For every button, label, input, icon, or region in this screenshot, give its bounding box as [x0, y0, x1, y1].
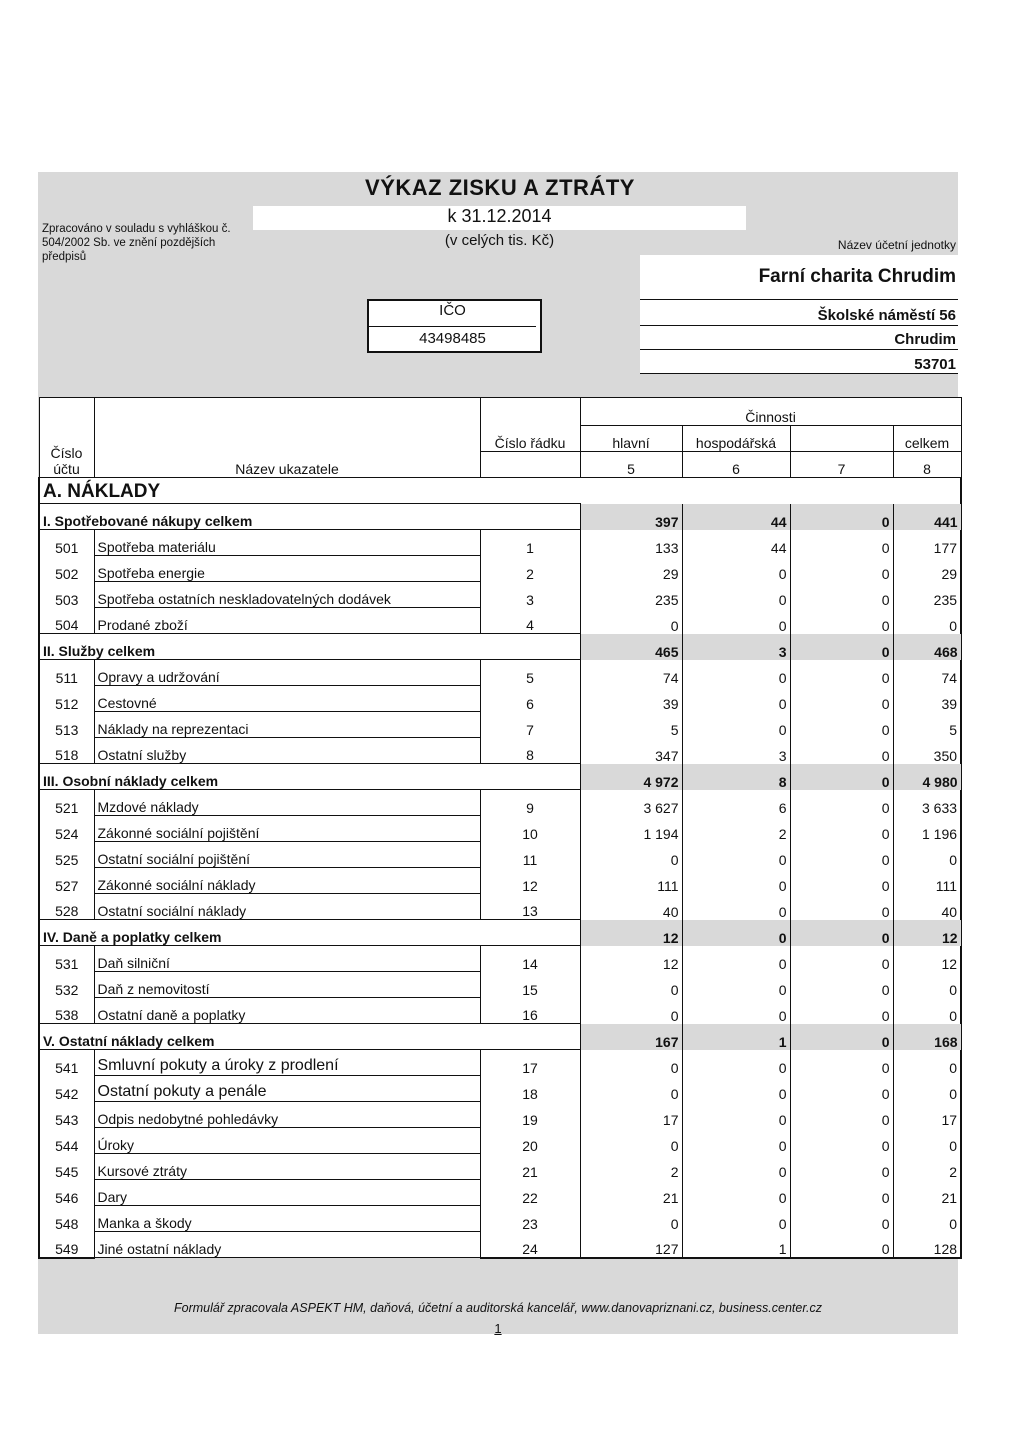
- row-number: 13: [480, 894, 580, 920]
- group-total-value: 465: [580, 634, 682, 660]
- indicator-name: Prodané zboží: [94, 608, 480, 634]
- group-total-value: 12: [580, 920, 682, 946]
- table-row: [39, 1232, 961, 1258]
- header-col-economic: hospodářská: [682, 426, 790, 452]
- cell-value: 2: [893, 1154, 961, 1180]
- account-number: 524: [39, 816, 94, 842]
- header-num-7: 7: [790, 452, 893, 478]
- group-total-value: 3: [682, 634, 790, 660]
- page-number: 1: [494, 1321, 502, 1336]
- row-number: 9: [480, 790, 580, 816]
- row-number: 16: [480, 998, 580, 1024]
- table-row: [39, 1050, 961, 1076]
- cell-value: 3: [682, 738, 790, 764]
- cell-value: 29: [580, 556, 682, 582]
- row-number: 10: [480, 816, 580, 842]
- group-blank-cell: [480, 1024, 580, 1050]
- row-number: 12: [480, 868, 580, 894]
- cell-value: 5: [893, 712, 961, 738]
- row-number: 18: [480, 1076, 580, 1102]
- section-title: A. NÁKLADY: [39, 478, 961, 504]
- cell-value: 0: [682, 1128, 790, 1154]
- cell-value: 0: [682, 686, 790, 712]
- cell-value: 0: [893, 842, 961, 868]
- account-number: 511: [39, 660, 94, 686]
- table-row: [39, 972, 961, 998]
- account-number: 549: [39, 1232, 94, 1258]
- cell-value: 0: [682, 582, 790, 608]
- cell-value: 350: [893, 738, 961, 764]
- table-row: [39, 556, 961, 582]
- cell-value: 2: [682, 816, 790, 842]
- row-number: 24: [480, 1232, 580, 1258]
- cell-value: 0: [893, 1050, 961, 1076]
- row-number: 22: [480, 1180, 580, 1206]
- cell-value: 0: [790, 1180, 893, 1206]
- cell-value: 0: [580, 972, 682, 998]
- cell-value: 0: [790, 868, 893, 894]
- account-number: 501: [39, 530, 94, 556]
- group-total-row: [39, 504, 961, 530]
- entity-divider: [640, 325, 958, 326]
- indicator-name: Spotřeba energie: [94, 556, 480, 582]
- report-title: VÝKAZ ZISKU A ZTRÁTY: [365, 175, 635, 200]
- entity-divider: [640, 299, 958, 300]
- cell-value: 0: [790, 1206, 893, 1232]
- header-blank: [480, 452, 580, 478]
- account-number: 532: [39, 972, 94, 998]
- row-number: 3: [480, 582, 580, 608]
- header-col-total: celkem: [893, 426, 961, 452]
- indicator-name: Ostatní pokuty a penále: [94, 1076, 480, 1102]
- cell-value: 74: [893, 660, 961, 686]
- report-units: (v celých tis. Kč): [444, 232, 555, 249]
- indicator-name: Ostatní služby: [94, 738, 480, 764]
- cell-value: 0: [682, 1076, 790, 1102]
- cell-value: 44: [682, 530, 790, 556]
- row-number: 19: [480, 1102, 580, 1128]
- indicator-name: Úroky: [94, 1128, 480, 1154]
- cell-value: 0: [790, 1154, 893, 1180]
- group-total-value: 397: [580, 504, 682, 530]
- cell-value: 0: [790, 842, 893, 868]
- cell-value: 0: [790, 998, 893, 1024]
- cell-value: 17: [580, 1102, 682, 1128]
- cell-value: 0: [790, 712, 893, 738]
- cell-value: 0: [682, 608, 790, 634]
- group-total-value: 168: [893, 1024, 961, 1050]
- group-total-value: 0: [790, 504, 893, 530]
- entity-address: Školské náměstí 56: [817, 307, 956, 324]
- report-date: k 31.12.2014: [447, 206, 552, 226]
- indicator-name: Dary: [94, 1180, 480, 1206]
- table-row: [39, 530, 961, 556]
- entity-city: Chrudim: [894, 331, 956, 348]
- header-account: Číslo účtu: [39, 398, 94, 478]
- account-number: 543: [39, 1102, 94, 1128]
- footer-note: Formulář zpracovala ASPEKT HM, daňová, účetní a auditorská kancelář, www.danovapriznani.cz, business.center.cz: [174, 1301, 822, 1315]
- row-number: 7: [480, 712, 580, 738]
- cell-value: 0: [580, 842, 682, 868]
- cell-value: 1 196: [893, 816, 961, 842]
- cell-value: 0: [682, 660, 790, 686]
- cell-value: 0: [682, 972, 790, 998]
- group-total-value: 167: [580, 1024, 682, 1050]
- cell-value: 3 633: [893, 790, 961, 816]
- account-number: 521: [39, 790, 94, 816]
- table-row: [39, 608, 961, 634]
- cell-value: 0: [790, 608, 893, 634]
- cell-value: 0: [790, 556, 893, 582]
- cell-value: 0: [790, 738, 893, 764]
- group-total-value: 4 980: [893, 764, 961, 790]
- row-number: 14: [480, 946, 580, 972]
- cell-value: 0: [682, 868, 790, 894]
- group-total-value: 0: [790, 920, 893, 946]
- cell-value: 0: [893, 998, 961, 1024]
- group-total-value: 4 972: [580, 764, 682, 790]
- cell-value: 0: [682, 946, 790, 972]
- group-title: IV. Daně a poplatky celkem: [39, 920, 480, 946]
- entity-name: Farní charita Chrudim: [758, 266, 956, 287]
- indicator-name: Kursové ztráty: [94, 1154, 480, 1180]
- cell-value: 0: [893, 608, 961, 634]
- group-total-row: [39, 634, 961, 660]
- cell-value: 0: [790, 816, 893, 842]
- indicator-name: Spotřeba materiálu: [94, 530, 480, 556]
- row-number: 2: [480, 556, 580, 582]
- cell-value: 0: [682, 1154, 790, 1180]
- cell-value: 0: [580, 1050, 682, 1076]
- account-number: 504: [39, 608, 94, 634]
- entity-divider: [640, 349, 958, 350]
- indicator-name: Smluvní pokuty a úroky z prodlení: [94, 1050, 480, 1076]
- indicator-name: Daň z nemovitostí: [94, 972, 480, 998]
- indicator-name: Spotřeba ostatních neskladovatelných dodávek: [94, 582, 480, 608]
- cell-value: 0: [790, 1076, 893, 1102]
- cell-value: 3 627: [580, 790, 682, 816]
- account-number: 544: [39, 1128, 94, 1154]
- header-num-5: 5: [580, 452, 682, 478]
- cell-value: 5: [580, 712, 682, 738]
- cell-value: 177: [893, 530, 961, 556]
- cell-value: 0: [790, 946, 893, 972]
- account-number: 542: [39, 1076, 94, 1102]
- indicator-name: Ostatní sociální pojištění: [94, 842, 480, 868]
- account-number: 502: [39, 556, 94, 582]
- row-number: 6: [480, 686, 580, 712]
- cell-value: 0: [893, 1206, 961, 1232]
- indicator-name: Zákonné sociální pojištění: [94, 816, 480, 842]
- row-number: 23: [480, 1206, 580, 1232]
- header-indicator: Název ukazatele: [94, 398, 480, 478]
- cell-value: 111: [893, 868, 961, 894]
- group-blank-cell: [480, 634, 580, 660]
- group-title: III. Osobní náklady celkem: [39, 764, 480, 790]
- table-row: [39, 894, 961, 920]
- row-number: 17: [480, 1050, 580, 1076]
- cell-value: 21: [893, 1180, 961, 1206]
- table-row: [39, 1076, 961, 1102]
- group-title: II. Služby celkem: [39, 634, 480, 660]
- cell-value: 0: [790, 686, 893, 712]
- cell-value: 235: [893, 582, 961, 608]
- cell-value: 0: [682, 1180, 790, 1206]
- row-number: 20: [480, 1128, 580, 1154]
- row-number: 8: [480, 738, 580, 764]
- cell-value: 1: [682, 1232, 790, 1258]
- table-row: [39, 712, 961, 738]
- account-number: 525: [39, 842, 94, 868]
- row-number: 11: [480, 842, 580, 868]
- group-total-row: [39, 920, 961, 946]
- cell-value: 1 194: [580, 816, 682, 842]
- group-blank-cell: [480, 920, 580, 946]
- cell-value: 39: [893, 686, 961, 712]
- account-number: 518: [39, 738, 94, 764]
- cell-value: 0: [790, 582, 893, 608]
- table-row: [39, 1102, 961, 1128]
- row-number: 1: [480, 530, 580, 556]
- group-total-value: 468: [893, 634, 961, 660]
- table-row: [39, 1206, 961, 1232]
- table-row: [39, 660, 961, 686]
- account-number: 528: [39, 894, 94, 920]
- cell-value: 12: [580, 946, 682, 972]
- table-row: [39, 946, 961, 972]
- cell-value: 0: [682, 894, 790, 920]
- indicator-name: Manka a škody: [94, 1206, 480, 1232]
- table-row: [39, 842, 961, 868]
- account-number: 531: [39, 946, 94, 972]
- indicator-name: Jiné ostatní náklady: [94, 1232, 480, 1258]
- indicator-name: Opravy a udržování: [94, 660, 480, 686]
- header-num-6: 6: [682, 452, 790, 478]
- cell-value: 0: [893, 1076, 961, 1102]
- group-blank-cell: [480, 504, 580, 530]
- cell-value: 347: [580, 738, 682, 764]
- account-number: 541: [39, 1050, 94, 1076]
- indicator-name: Cestovné: [94, 686, 480, 712]
- cell-value: 0: [790, 790, 893, 816]
- cell-value: 0: [790, 1102, 893, 1128]
- cell-value: 0: [580, 608, 682, 634]
- row-number: 15: [480, 972, 580, 998]
- group-total-value: 1: [682, 1024, 790, 1050]
- cell-value: 2: [580, 1154, 682, 1180]
- row-number: 4: [480, 608, 580, 634]
- header-row-number: Číslo řádku: [480, 398, 580, 452]
- header-col-main: hlavní: [580, 426, 682, 452]
- cell-value: 0: [682, 1050, 790, 1076]
- cell-value: 0: [682, 1206, 790, 1232]
- cell-value: 0: [790, 894, 893, 920]
- account-number: 513: [39, 712, 94, 738]
- ico-label: IČO: [439, 302, 466, 319]
- account-number: 548: [39, 1206, 94, 1232]
- profit-loss-table: [38, 397, 962, 1259]
- account-number: 503: [39, 582, 94, 608]
- cell-value: 0: [790, 530, 893, 556]
- entity-label: Název účetní jednotky: [837, 238, 956, 252]
- account-number: 512: [39, 686, 94, 712]
- table-row: [39, 1128, 961, 1154]
- cell-value: 0: [790, 1232, 893, 1258]
- cell-value: 0: [790, 1050, 893, 1076]
- cell-value: 12: [893, 946, 961, 972]
- ico-value: 43498485: [369, 326, 536, 347]
- cell-value: 128: [893, 1232, 961, 1258]
- cell-value: 0: [682, 1102, 790, 1128]
- cell-value: 0: [580, 1076, 682, 1102]
- table-row: [39, 738, 961, 764]
- cell-value: 39: [580, 686, 682, 712]
- table-row: [39, 1180, 961, 1206]
- entity-zip: 53701: [914, 356, 956, 373]
- cell-value: 0: [790, 972, 893, 998]
- indicator-name: Ostatní daně a poplatky: [94, 998, 480, 1024]
- table-row: [39, 998, 961, 1024]
- legal-note: Zpracováno v souladu s vyhláškou č. 504/2002 Sb. ve znění pozdějších předpisů: [42, 223, 231, 263]
- header-num-8: 8: [893, 452, 961, 478]
- cell-value: 127: [580, 1232, 682, 1258]
- cell-value: 21: [580, 1180, 682, 1206]
- cell-value: 235: [580, 582, 682, 608]
- cell-value: 29: [893, 556, 961, 582]
- group-total-row: [39, 1024, 961, 1050]
- table-row: [39, 816, 961, 842]
- group-total-row: [39, 764, 961, 790]
- group-total-value: 12: [893, 920, 961, 946]
- account-number: 527: [39, 868, 94, 894]
- group-title: I. Spotřebované nákupy celkem: [39, 504, 480, 530]
- cell-value: 6: [682, 790, 790, 816]
- group-total-value: 8: [682, 764, 790, 790]
- cell-value: 0: [580, 1128, 682, 1154]
- entity-divider: [640, 373, 958, 374]
- cell-value: 0: [580, 998, 682, 1024]
- row-number: 21: [480, 1154, 580, 1180]
- group-title: V. Ostatní náklady celkem: [39, 1024, 480, 1050]
- cell-value: 40: [580, 894, 682, 920]
- group-total-value: 0: [790, 1024, 893, 1050]
- cell-value: 0: [790, 660, 893, 686]
- indicator-name: Daň silniční: [94, 946, 480, 972]
- cell-value: 111: [580, 868, 682, 894]
- group-total-value: 0: [682, 920, 790, 946]
- group-blank-cell: [480, 764, 580, 790]
- group-total-value: 0: [790, 634, 893, 660]
- cell-value: 40: [893, 894, 961, 920]
- row-number: 5: [480, 660, 580, 686]
- account-number: 546: [39, 1180, 94, 1206]
- cell-value: 74: [580, 660, 682, 686]
- indicator-name: Zákonné sociální náklady: [94, 868, 480, 894]
- table-row: [39, 790, 961, 816]
- cell-value: 0: [682, 556, 790, 582]
- group-total-value: 0: [790, 764, 893, 790]
- cell-value: 133: [580, 530, 682, 556]
- cell-value: 0: [893, 972, 961, 998]
- indicator-name: Mzdové náklady: [94, 790, 480, 816]
- table-row: [39, 868, 961, 894]
- header-col-7: [790, 426, 893, 452]
- cell-value: 0: [682, 842, 790, 868]
- cell-value: 0: [682, 998, 790, 1024]
- cell-value: 0: [893, 1128, 961, 1154]
- group-total-value: 44: [682, 504, 790, 530]
- account-number: 545: [39, 1154, 94, 1180]
- group-total-value: 441: [893, 504, 961, 530]
- table-row: [39, 582, 961, 608]
- cell-value: 0: [682, 712, 790, 738]
- table-row: [39, 1154, 961, 1180]
- cell-value: 0: [790, 1128, 893, 1154]
- header-activities: Činnosti: [580, 398, 961, 426]
- cell-value: 0: [580, 1206, 682, 1232]
- indicator-name: Náklady na reprezentaci: [94, 712, 480, 738]
- cell-value: 17: [893, 1102, 961, 1128]
- account-number: 538: [39, 998, 94, 1024]
- indicator-name: Ostatní sociální náklady: [94, 894, 480, 920]
- indicator-name: Odpis nedobytné pohledávky: [94, 1102, 480, 1128]
- table-row: [39, 686, 961, 712]
